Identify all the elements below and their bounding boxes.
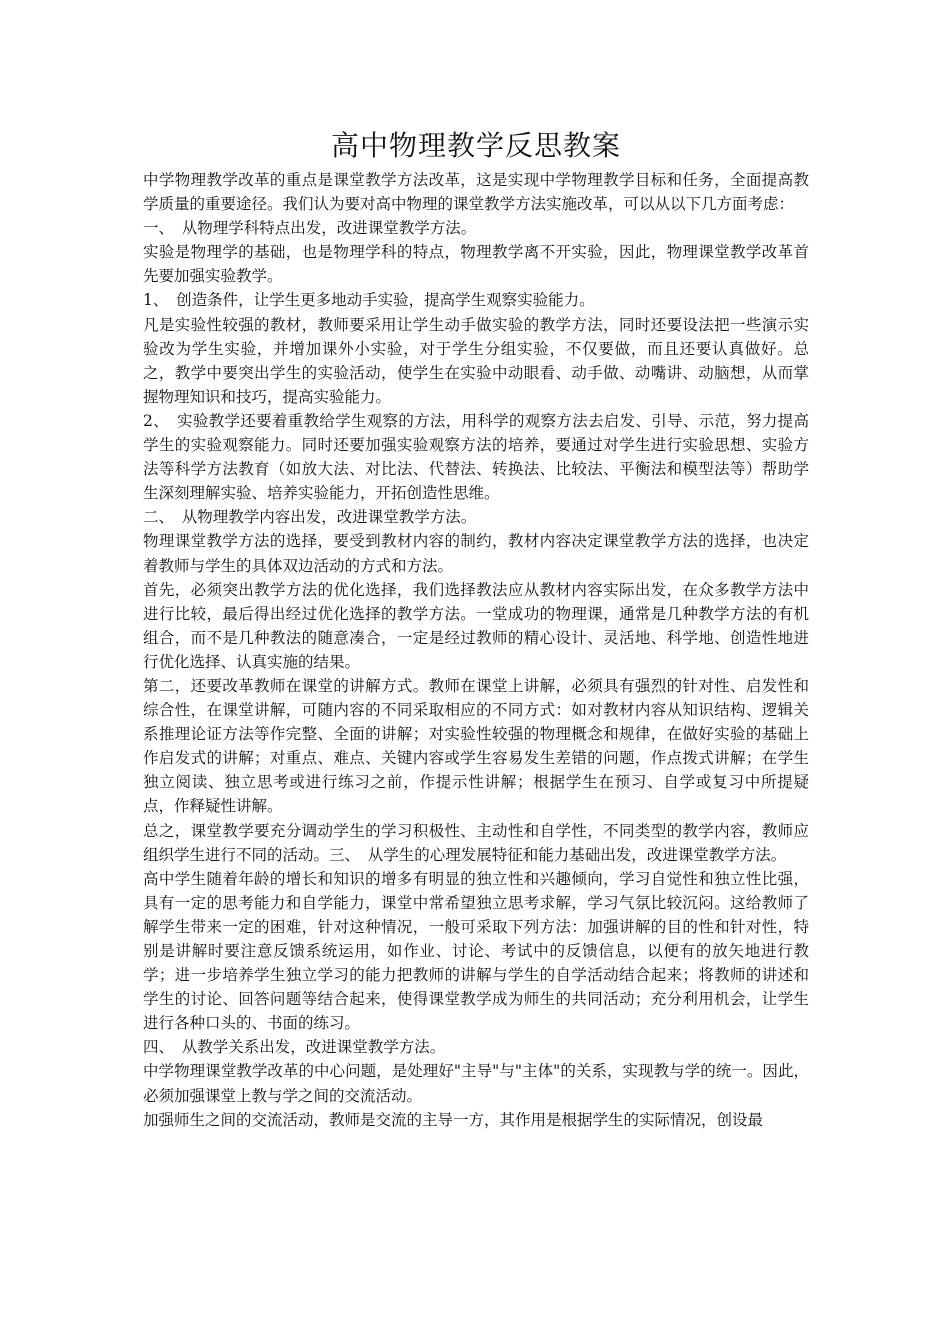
paragraph: 首先，必须突出教学方法的优化选择，我们选择教法应从教材内容实际出发，在众多教学方法中进行比较，最后得出经过优化选择的教学方法。一堂成功的物理课，通常是几种教学方法的有机组合，而不是几种教法的随意凑合，一定是经过教师的精心设计、灵活地、科学地、创造性地进行优化选择、认真实施的结果。 bbox=[143, 580, 809, 671]
paragraph: 凡是实验性较强的教材，教师要采用让学生动手做实验的教学方法，同时还要设法把一些演示实验改为学生实验，并增加课外小实验，对于学生分组实验，不仅要做，而且还要认真做好。总之，教学中要突出学生的实验活动，使学生在实验中动眼看、动手做、动嘴讲、动脑想，从而掌握物理知识和技巧，提高实验能力。 bbox=[143, 315, 809, 406]
subsection-heading-2: 2、 实验教学还要着重教给学生观察的方法，用科学的观察方法去启发、引导、示范，努力提高学生的实验观察能力。同时还要加强实验观察方法的培养，要通过对学生进行实验思想、实验方法等科学方法教育（如放大法、对比法、代替法、转换法、比较法、平衡法和模型法等）帮助学生深刻理解实验、培养实验能力，开拓创造性思维。 bbox=[143, 411, 809, 503]
paragraph: 第二，还要改革教师在课堂的讲解方式。教师在课堂上讲解，必须具有强烈的针对性、启发性和综合性，在课堂讲解，可随内容的不同采取相应的不同方式：如对教材内容从知识结构、逻辑关系推理论证方法等作完整、全面的讲解；对实验性较强的物理概念和规律，在做好实验的基础上作启发式的讲解；对重点、难点、关键内容或学生容易发生差错的问题，作点拨式讲解；在学生独立阅读、独立思考或进行练习之前，作提示性讲解；根据学生在预习、自学或复习中所提疑点，作释疑性讲解。 bbox=[143, 676, 809, 816]
section-heading-1: 一、 从物理学科特点出发，改进课堂教学方法。 bbox=[143, 219, 477, 238]
paragraph-intro: 中学物理教学改革的重点是课堂教学方法改革，这是实现中学物理教学目标和任务，全面提高教学质量的重要途径。我们认为要对高中物理的课堂教学方法实施改革，可以从以下几方面考虑： bbox=[143, 171, 809, 214]
paragraph: 物理课堂教学方法的选择，要受到教材内容的制约，教材内容决定课堂教学方法的选择，也决定着教师与学生的具体双边活动的方式和方法。 bbox=[143, 532, 809, 575]
document-title: 高中物理教学反思教案 bbox=[330, 129, 621, 162]
paragraph: 实验是物理学的基础，也是物理学科的特点，物理教学离不开实验，因此，物理课堂教学改革首先要加强实验教学。 bbox=[143, 243, 809, 286]
subsection-heading-1: 1、 创造条件，让学生更多地动手实验，提高学生观察实验能力。 bbox=[143, 291, 595, 310]
section-heading-4: 四、 从教学关系出发，改进课堂教学方法。 bbox=[143, 1038, 446, 1057]
paragraph: 总之，课堂教学要充分调动学生的学习积极性、主动性和自学性，不同类型的教学内容，教师应组织学生进行不同的活动。三、 从学生的心理发展特征和能力基础出发，改进课堂教学方法。 bbox=[143, 821, 809, 864]
paragraph: 中学物理课堂教学改革的中心问题，是处理好"主导"与"主体"的关系，实现教与学的统一。因此，必须加强课堂上教与学之间的交流活动。 bbox=[143, 1062, 809, 1105]
section-heading-2: 二、 从物理教学内容出发，改进课堂教学方法。 bbox=[143, 508, 477, 527]
paragraph: 高中学生随着年龄的增长和知识的增多有明显的独立性和兴趣倾向，学习自觉性和独立性比强，具有一定的思考能力和自学能力，课堂中常希望独立思考求解，学习气氛比较沉闷。这给教师了解学生带来一定的困难，针对这种情况，一般可采取下列方法：加强讲解的目的性和针对性，特别是讲解时要注意反馈系统运用，如作业、讨论、考试中的反馈信息，以便有的放矢地进行教学；进一步培养学生独立学习的能力把教师的讲解与学生的自学活动结合起来；将教师的讲述和学生的讨论、回答问题等结合起来，使得课堂教学成为师生的共同活动；充分利用机会，让学生进行各种口头的、书面的练习。 bbox=[143, 869, 809, 1033]
document-page bbox=[143, 126, 809, 1132]
paragraph: 加强师生之间的交流活动，教师是交流的主导一方，其作用是根据学生的实际情况，创设最 bbox=[143, 1110, 764, 1129]
